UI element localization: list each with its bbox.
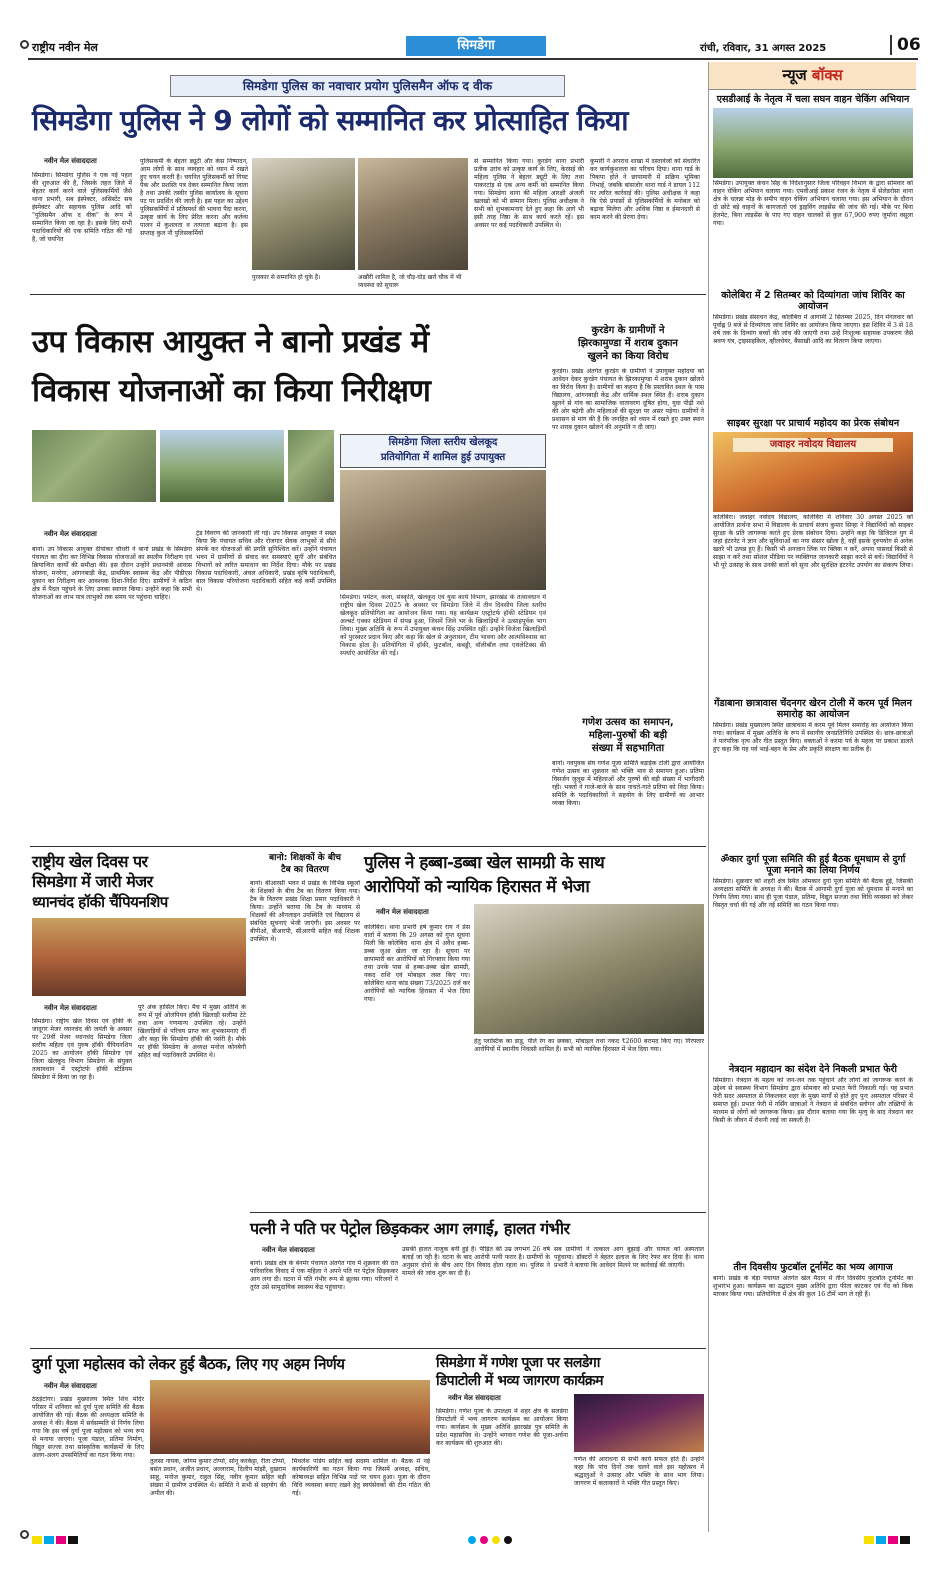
bano-photo-3	[288, 430, 334, 502]
sidebar-story-6	[713, 1064, 913, 1253]
sidebar-story-photo	[713, 108, 913, 178]
sidebar-story-headline: ॐकार दुर्गा पूजा समिति की हुई बैठक धूमधाम से दुर्गा पूजा मनाने का लिया निर्णय	[720, 854, 906, 876]
sidebar-story-3	[713, 418, 913, 674]
kurdeg-headline-line-3: खुलने का किया विरोध	[587, 351, 669, 362]
ganesh-women-headline	[552, 716, 704, 755]
petrol-byline: नवीन मेल संवाददाता	[262, 1246, 315, 1254]
color-swatch	[876, 1536, 886, 1544]
sidebar-story-headline: एसडीआई के नेतृत्व में चला सघन वाहन चेकिंग अभियान	[716, 94, 910, 105]
divider	[30, 846, 706, 847]
lead-headline: सिमडेगा पुलिस ने 9 लोगों को सम्मानित कर प्रोत्साहित किया	[32, 104, 628, 137]
lead-col-1: सिमडेगा। सिमडेगा पुलिस ने एक नई पहल की शुरुआत की है, जिसके तहत जिले में बेहतर कार्य करने वाले पुलिसकर्मियों जैसे थाना प्रभारी, सब इंस्पेक्टर, असिस्टेंट सब इंस्पेक्टर और सहायक पुलिस आदि को "पुलिसमैन ऑफ द वीक" के रूप में सम्मानित किया जा रहा है। इसके लिए सभी पदाधिकारियों की एक समिति गठित की गई है, जो चयनित	[32, 172, 132, 243]
color-swatch	[68, 1536, 78, 1544]
sidebar-story-body: बानो। प्रखंड के बेड़ा पंचायत अंतर्गत खेल मैदान में तीन दिवसीय फुटबॉल टूर्नामेंट का शुभारंभ हुआ। कार्यक्रम का उद्घाटन मुख्य अतिथि द्वारा फीता काटकर एवं गेंद को किक मारकर किया गया। प्रतियोगिता में क्षेत्र की कुल 16 टीमें भाग ले रही हैं।	[713, 1275, 913, 1298]
color-swatch	[468, 1536, 476, 1544]
section-label: सिमडेगा	[406, 36, 546, 56]
sidebar-title-part1: न्यूज	[782, 66, 807, 84]
lead-byline: नवीन मेल संवाददाता	[44, 157, 97, 165]
teachers-body: बानो। बीआरसी भवन में प्रखंड के विभिन्न स्कूलों के शिक्षकों के बीच टैब का वितरण किया गया। टैब के वितरण प्रखंड शिक्षा प्रसार पदाधिकारी ने किया। उन्होंने बताया कि टैब के माध्यम से शिक्षकों की ऑनलाइन उपस्थिति एवं विद्यालय से संबंधित सूचनाएं भेजी जाएंगी। इस अवसर पर बीपीओ, बीआरपी, सीआरपी सहित कई शिक्षक उपस्थित थे।	[250, 880, 360, 943]
sidebar-story-body: कोलेबिरा। जवाहर नवोदय विद्यालय, कोलेबिरा में शनिवार 30 अगस्त 2025 को आयोजित प्रार्थना सभा में विद्यालय के प्राचार्य संजय कुमार सिन्हा ने विद्यार्थियों को साइबर सुरक्षा के प्रति जागरूक करते हुए प्रेरक संबोधन दिया। उन्होंने कहा कि डिजिटल युग में जहां इंटरनेट ने ज्ञान और सुविधाओं का नया संसार खोला है, वहीं इसके दुरुपयोग से अनेक खतरे भी उत्पन्न हुए हैं। किसी भी अनजान लिंक पर क्लिक न करें, अपना पासवर्ड किसी से साझा न करें तथा सोशल मीडिया पर व्यक्तिगत जानकारी साझा करने से बचें। विद्यार्थियों ने भी पूरे उत्साह के साथ उनकी बातों को सुना और सुरक्षित इंटरनेट उपयोग का संकल्प लिया।	[713, 514, 913, 569]
bano-headline-line-1: उप विकास आयुक्त ने बानो प्रखंड में	[32, 324, 429, 360]
sidebar-story-4	[713, 698, 913, 844]
durga-col-3: मिथलेश पांडेय सहित कई सदस्य शामिल थे। बैठक में नई कार्यकारिणी का गठन किया गया जिसमें अध्यक्ष, सचिव, कोषाध्यक्ष सहित विभिन्न पदों पर चयन हुआ। पूजा के दौरान विधि व्यवस्था बनाए रखने हेतु स्वयंसेवकों की टीम गठित की गई।	[292, 1458, 430, 1497]
petrol-col-1: बानो। प्रखंड क्षेत्र के बेनमेर पंचायत अंतर्गत गांव में शुक्रवार की रात पारिवारिक विवाद में एक महिला ने अपने पति पर पेट्रोल छिड़ककर आग लगा दी। घटना में पति गंभीर रूप से झुलस गया। परिजनों ने तुरंत उसे सामुदायिक स्वास्थ्य केंद्र पहुंचाया।	[250, 1260, 398, 1291]
durga-col-2: तुलसा नायक, जोगम कुमार टोप्पो, सोनू करकेट्टा, रीता टोप्पो, बसंत प्रधान, अजीत प्रधान, अल्लाराम, दिलीप मांझी, दुखराम साहू, मनोज कुमार, राहुल सिंह, नवीन कुमार सहित बड़ी संख्या में ग्रामीण उपस्थित थे। समिति ने सभी से सहयोग की अपील की।	[150, 1458, 286, 1497]
hockey-col-2: पूरे अंक हासिल किए। मैच में मुख्य अतिथि के रूप में पूर्व ओलंपियन हॉकी खिलाड़ी सलीमा टेटे तथा अन्य गणमान्य उपस्थित रहे। उन्होंने खिलाड़ियों से परिचय प्राप्त कर शुभकामनाएं दीं और कहा कि सिमडेगा हॉकी की नर्सरी है। मौके पर हॉकी सिमडेगा के अध्यक्ष मनोज कोनबेगी सहित कई पदाधिकारी उपस्थित थे।	[138, 1004, 246, 1059]
sidebar-story-body: सिमडेगा। प्रखंड मुख्यालय स्थित छात्रावास में करम पूर्व मिलन समारोह का आयोजन किया गया। कार्यक्रम में मुख्य अतिथि के रूप में स्थानीय जनप्रतिनिधि उपस्थित थे। छात्र-छात्राओं ने पारंपरिक नृत्य और गीत प्रस्तुत किए। वक्ताओं ने करमा पर्व के महत्व पर प्रकाश डालते हुए कहा कि यह पर्व भाई-बहन के प्रेम और प्रकृति संरक्षण का प्रतीक है।	[713, 722, 913, 753]
page-number: 06	[890, 35, 921, 55]
jagran-byline: नवीन मेल संवाददाता	[448, 1394, 501, 1402]
lead-col-4: कुमारी ने अपराध शाखा में दस्तावेजों को संधारित कर कार्यकुशलता का परिचय दिया। थाना गार्ड के पिकपा होते ने छापामारी में सक्रिय भूमिका निभाई, जबकि बांसजोर थाना गार्ड ने डायल 112 पर त्वरित कार्रवाई की। पुलिस अधीक्षक ने कहा कि ऐसे प्रयासों से पुलिसकर्मियों के मनोबल को बढ़ावा मिलेगा और अधिक निष्ठा व ईमानदारी से काम करने की प्रेरणा देगा।	[590, 158, 700, 221]
lead-photo-1-caption: पुरस्कार से सम्मानित हो चुके हैं।	[252, 274, 321, 281]
hockey-headline	[32, 852, 246, 912]
sidebar-story-headline: गेंडाबाना छात्रावास चेंदनगर खेरन टोली में करम पूर्व मिलन समारोह का आयोजन	[714, 698, 912, 720]
bano-col-1: बानो। उप विकास आयुक्त दीपांकर चौधरी ने बानो प्रखंड के सिमडेगा पंचायत का दौरा कर विभिन्न विकास योजनाओं का स्थलीय निरीक्षण एवं क्रियान्वित कार्यों की समीक्षा की। इस दौरान उन्होंने प्रधानमंत्री आवास योजना, मनरेगा, आंगनबाड़ी केंद्र, प्राथमिक स्वास्थ्य केंद्र और पीडीएस दुकान का निरीक्षण कर आवश्यक दिशा-निर्देश दिए। ग्रामीणों ने कठिन क्षेत्र में पैदल पहुंचने के लिए उनका स्वागत किया। उन्होंने कहा कि सभी योजनाओं का लाभ पात्र लाभुकों तक समय पर पहुंचना चाहिए।	[32, 546, 192, 601]
teachers-headline	[250, 852, 360, 876]
kurdeg-headline-line-2: झिरकामुण्डा में शराब दुकान	[578, 338, 678, 349]
jagran-photo	[574, 1394, 704, 1452]
divider	[250, 1212, 706, 1213]
police-col-2: हेतु प्लास्टिक का डाडु, पीले रंग का छक्का, मोबाइल तथा नकद ₹2600 बरामद किए गए। गिरफ्तार आरोपियों में स्थानीय निवासी शामिल हैं। सभी को न्यायिक हिरासत में भेज दिया गया।	[474, 1038, 704, 1053]
petrol-headline: पत्नी ने पति पर पेट्रोल छिड़ककर आग लगाई, हालत गंभीर	[250, 1219, 570, 1238]
sidebar-story-7	[713, 1262, 913, 1515]
sidebar-story-headline: नेत्रदान महादान का संदेश देने निकली प्रभात फेरी	[729, 1064, 897, 1075]
lead-photo-2-caption: अखौरी शामिल हैं, जो चौड़-घोड़ खरों चौक में भी व्यवस्था को सुचारू	[358, 274, 462, 289]
durga-headline: दुर्गा पूजा महोत्सव को लेकर हुई बैठक, लिए गए अहम निर्णय	[32, 1355, 345, 1373]
ganesh-women-headline-line-1: गणेश उत्सव का समापन,	[582, 717, 674, 728]
color-swatch	[44, 1536, 54, 1544]
sidebar-story-headline: साइबर सुरक्षा पर प्राचार्य महोदय का प्रेरक संबोधन	[726, 418, 900, 429]
school-banner: जवाहर नवोदय विद्यालय	[733, 438, 893, 452]
lead-kicker: सिमडेगा पुलिस का नवाचार प्रयोग पुलिसमैन ऑफ द वीक	[242, 79, 493, 93]
lead-photo-1	[252, 158, 355, 270]
petrol-col-2: उसकी हालत नाजुक बनी हुई है। पीड़ित की उम्र लगभग 26 वर्ष बताई जा रही है। घटना के बाद आरोपी पत्नी फरार है। ग्रामीणों के अनुसार दोनों के बीच आए दिन विवाद होता रहता था। पुलिस ने मामले की जांच शुरू कर दी है।	[402, 1246, 550, 1277]
sidebar-story-1	[713, 94, 913, 268]
kurdeg-headline-line-1: कुरडेग के ग्रामीणों ने	[591, 325, 665, 336]
hockey-byline: नवीन मेल संवाददाता	[44, 1004, 97, 1012]
jagran-headline-line-2: डिपाटोली में भव्य जागरण कार्यक्रम	[436, 1373, 603, 1389]
sidebar-story-body: सिमडेगा। शुक्रवार को शहरी क्षेत्र स्थित ओमकार दुर्गा पूजा समिति की बैठक हुई, जिसकी अध्यक्षता समिति के अध्यक्ष ने की। बैठक में आगामी दुर्गा पूजा को धूमधाम से मनाने का निर्णय लिया गया। साथ ही पूजा पंडाल, प्रतिमा, विद्युत सज्जा तथा विधि व्यवस्था को लेकर विस्तृत चर्चा की गई और नई समिति का गठन किया गया।	[713, 878, 913, 909]
paper-name: राष्ट्रीय नवीन मेल	[32, 41, 98, 54]
bano-photo-1	[32, 430, 156, 502]
jagran-headline-line-1: सिमडेगा में गणेश पूजा पर सलडेगा	[436, 1355, 600, 1371]
color-swatch	[504, 1536, 512, 1544]
ganesh-women-headline-line-3: संख्या में सहभागिता	[591, 743, 665, 754]
ganesh-women-headline-line-2: महिला-पुरुषों की बड़ी	[588, 730, 668, 741]
sidebar-title-part2: बॉक्स	[811, 66, 843, 84]
sidebar-story-5	[713, 854, 913, 1054]
sidebar-title	[709, 62, 916, 90]
police-byline: नवीन मेल संवाददाता	[376, 908, 429, 916]
color-swatch	[888, 1536, 898, 1544]
sidebar-story-headline: तीन दिवसीय फुटबॉल टूर्नामेंट का भव्य आगाज	[733, 1262, 893, 1273]
sports-box-headline	[340, 434, 546, 468]
sidebar-story-headline: कोलेबिरा में 2 सितम्बर को दिव्यांगता जांच शिविर का आयोजन	[721, 290, 905, 312]
color-bar	[28, 1536, 918, 1544]
sidebar-story-body: सिमडेगा। नेत्रदान के महत्व को जन-जन तक पहुंचाने और लोगों को जागरूक करने के उद्देश्य से स्वास्थ्य विभाग सिमडेगा द्वारा सोमवार को प्रभात फेरी निकाली गई। यह प्रभात फेरी सदर अस्पताल से निकलकर शहर के मुख्य मार्गों से होते हुए पुनः अस्पताल परिसर में समाप्त हुई। प्रभात फेरी में नर्सिंग छात्राओं ने नेत्रदान से संबंधित स्लोगन और तख्तियों के माध्यम से लोगों को जागरूक किया। इस दौरान बताया गया कि मृत्यु के बाद नेत्रदान कर किसी के जीवन में रोशनी लाई जा सकती है।	[713, 1077, 913, 1124]
bano-headline-line-2: विकास योजनाओं का किया निरीक्षण	[32, 373, 431, 409]
jagran-headline	[436, 1354, 704, 1390]
sidebar-story-body: सिमडेगा। प्रखंड संसाधन केंद्र, कोलेबिरा में आगामी 2 सितम्बर 2025, दिन मंगलवार को पूर्वाह्न 9 बजे से दिव्यांगता जांच शिविर का आयोजन किया जाएगा। इस शिविर में 3 से 18 वर्ष तक के दिव्यांग बच्चों की जांच की जाएगी तथा उन्हें निःशुल्क सहायक उपकरण जैसे श्रवण यंत्र, ट्राइसाइकिल, व्हीलचेयर, बैसाखी आदि का वितरण किया जाएगा।	[713, 314, 913, 345]
masthead	[28, 34, 921, 60]
petrol-col-3: सब ग्रामीणों ने तत्काल आग बुझाई और घायल को अस्पताल पहुंचाया। डॉक्टरों ने बेहतर इलाज के लिए रेफर कर दिया है। थाना प्रभारी ने बताया कि आवेदन मिलने पर कार्रवाई की जाएगी।	[554, 1246, 704, 1269]
bano-col-2: ट्रेंड विवरण की जानकारी ली गई। उप विकास आयुक्त ने सख्त किया कि पंचायत सचिव और रोजगार सेवक लाभुकों से सीधे संपर्क कर योजनाओं की प्रगति सुनिश्चित करें। उन्होंने पंचायत भवन में ग्रामीणों से संवाद कर समस्याएं सुनीं और संबंधित विभागों को त्वरित समाधान का निर्देश दिया। मौके पर प्रखंड विकास पदाधिकारी, अंचल अधिकारी, प्रखंड कृषि पदाधिकारी, बाल विकास परियोजना पदाधिकारी सहित कई कर्मी उपस्थित थे।	[196, 530, 336, 593]
police-photo	[474, 904, 704, 1034]
color-swatch	[480, 1536, 488, 1544]
kurdeg-body: कुरडेग। प्रखंड अंतर्गत कुरडेग के ग्रामीणों ने उपायुक्त महोदया को आवेदन देकर कुरडेग पंचायत के झिरकामुण्डा में शराब दुकान खोलने का विरोध किया है। ग्रामीणों का कहना है कि प्रस्तावित स्थल के पास विद्यालय, आंगनबाड़ी केंद्र और धार्मिक स्थल स्थित हैं। शराब दुकान खुलने से गांव का सामाजिक वातावरण दूषित होगा, युवा पीढ़ी नशे की ओर बढ़ेगी और महिलाओं की सुरक्षा पर असर पड़ेगा। ग्रामीणों ने प्रशासन से मांग की है कि जनहित को ध्यान में रखते हुए उक्त स्थान पर शराब दुकान खोलने की अनुमति न दी जाए।	[552, 368, 704, 431]
durga-photo	[150, 1380, 430, 1454]
color-swatch	[32, 1536, 42, 1544]
durga-byline: नवीन मेल संवाददाता	[44, 1382, 97, 1390]
sidebar-story-body: सिमडेगा। उपायुक्त कंचन सिंह के निर्देशानुसार जिला परिवहन विभाग के द्वारा सोमवार को वाहन चेकिंग अभियान चलाया गया। एमवीआई प्रकाश रंजन के नेतृत्व में सेलेडरोसा थाना क्षेत्र के चलन्ना मोड़ के समीप वाहन चेकिंग अभियान चलाया गया। इस अभियान के दौरान दो छोटे बड़े वाहनों के कागजातों एवं ड्राइविंग लाइसेंस की जांच की गई। मौके पर बिना हेलमेट, बिना लाइसेंस के पाए गए वाहन चालकों से कुल 67,900 रुपए जुर्माना वसूला गया।	[713, 180, 913, 227]
durga-col-1: ठेठईटांगर। प्रखंड मुख्यालय स्थित शिव मंदिर परिसर में शनिवार को दुर्गा पूजा समिति की बैठक आयोजित की गई। बैठक की अध्यक्षता समिति के अध्यक्ष ने की। बैठक में सर्वसम्मति से निर्णय लिया गया कि इस वर्ष दुर्गा पूजा महोत्सव को भव्य रूप से मनाया जाएगा। पूजा पंडाल, प्रतिमा निर्माण, विद्युत सज्जा तथा सांस्कृतिक कार्यक्रमों के लिए अलग-अलग उपसमितियों का गठन किया गया।	[32, 1396, 144, 1459]
hockey-headline-line-3: ध्यानचंद हॉकी चैंपियनशिप	[32, 893, 168, 911]
hockey-col-1: सिमडेगा। राष्ट्रीय खेल दिवस एवं हॉकी के जादूगर मेजर ध्यानचंद की जयंती के अवसर पर 29वीं मेजर ध्यानचंद सिमडेगा जिला स्तरीय महिला एवं पुरुष हॉकी चैंपियनशिप 2025 का आयोजन हॉकी सिमडेगा एवं जिला खेलकूद विभाग सिमडेगा के संयुक्त तत्वावधान में एस्ट्रोटर्फ हॉकी स्टेडियम सिमडेगा में किया जा रहा है।	[32, 1018, 132, 1081]
bano-photo-2	[160, 430, 284, 502]
sports-box-headline-line-1: सिमडेगा जिला स्तरीय खेलकूद	[388, 437, 498, 448]
divider	[30, 294, 706, 295]
sports-box-headline-line-2: प्रतियोगिता में शामिल हुई उपायुक्त	[380, 452, 506, 463]
sidebar	[708, 62, 916, 1532]
jagran-col-1: सिमडेगा। गणेश पूजा के उपलक्ष्य में शहर क्षेत्र के सलडेगा डिपाटोली में भव्य जागरण कार्यक्रम का आयोजन किया गया। कार्यक्रम के मुख्य अतिथि झारखंड पुत्र समिति के प्रदेश महासचिव थे। उन्होंने भगवान गणेश की पूजा-अर्चना कर कार्यक्रम की शुरुआत की।	[436, 1408, 568, 1447]
hockey-headline-line-2: सिमडेगा में जारी मेजर	[32, 872, 153, 891]
police-headline-line-2: आरोपियों को न्यायिक हिरासत में भेजा	[364, 877, 590, 897]
registration-mark	[20, 40, 29, 49]
bano-byline: नवीन मेल संवाददाता	[44, 530, 97, 538]
dateline: रांची, रविवार, 31 अगस्त 2025	[700, 43, 827, 54]
hockey-photo	[32, 918, 246, 996]
sports-body: सिमडेगा। पर्यटन, कला, संस्कृति, खेलकूद एवं युवा कार्य विभाग, झारखंड के तत्वावधान में राष्ट्रीय खेल दिवस 2025 के अवसर पर सिमडेगा जिले में तीन दिवसीय जिला स्तरीय खेलकूद प्रतियोगिता का आयोजन किया गया। यह कार्यक्रम एस्ट्रोटर्फ हॉकी स्टेडियम एवं अल्बर्ट एक्का स्टेडियम में संपन्न हुआ, जिसमें जिले भर के खिलाड़ियों ने उत्साहपूर्वक भाग लिया। मुख्य अतिथि के रूप में उपायुक्त कंचन सिंह उपस्थित रहीं। उन्होंने विजेता खिलाड़ियों को पुरस्कार प्रदान किए और कहा कि खेल से अनुशासन, टीम भावना और आत्मविश्वास का विकास होता है। प्रतियोगिता में हॉकी, फुटबॉल, कबड्डी, वॉलीबॉल तथा एथलेटिक्स की स्पर्धाएं आयोजित की गईं।	[340, 594, 546, 657]
kurdeg-headline	[552, 324, 704, 363]
ganesh-women-body: बानो। नवयुवक संघ गणेश पूजा समिति बड़ाईक टोली द्वारा आयोजित गणेश उत्सव का शुक्रवार को भक्ति भाव से समापन हुआ। प्रतिमा विसर्जन जुलूस में महिलाओं और पुरुषों की बड़ी संख्या में भागीदारी रही। भक्तों ने गाजे-बाजे के साथ नाचते-गाते प्रतिमा को विदा किया। समिति के पदाधिकारियों ने सहयोग के लिए ग्रामीणों का आभार व्यक्त किया।	[552, 760, 704, 807]
teachers-headline-line-1: बानो: शिक्षकों के बीच	[268, 853, 342, 863]
divider	[30, 1348, 706, 1349]
jagran-col-2: गणेश की आराधना से सभी कार्य सफल होते हैं। उन्होंने कहा कि पांच दिनों तक चलने वाले इस महोत्सव में श्रद्धालुओं ने उत्साह और भक्ति के साथ भाग लिया। जागरण में कलाकारों ने भक्ति गीत प्रस्तुत किए।	[574, 1456, 704, 1487]
color-swatch	[56, 1536, 66, 1544]
lead-photo-2	[358, 158, 468, 270]
sports-photo	[340, 470, 546, 590]
school-photo	[713, 432, 913, 512]
hockey-headline-line-1: राष्ट्रीय खेल दिवस पर	[32, 852, 148, 871]
lead-kicker-box	[170, 75, 565, 97]
police-headline-line-1: पुलिस ने हब्बा-डब्बा खेल सामग्री के साथ	[364, 853, 605, 873]
color-swatch	[864, 1536, 874, 1544]
police-body: कोलेबिरा। थाना प्रभारी हर्ष कुमार राय ने प्रेस वार्ता में बताया कि 29 अगस्त को गुप्त सूचना मिली कि कोलेबिरा थाना क्षेत्र में अवैध हब्बा-डब्बा जुआ खेला जा रहा है। सूचना पर छापामारी कर आरोपियों को गिरफ्तार किया गया तथा उनके पास से हब्बा-डब्बा खेल सामग्री, नकद राशि एवं मोबाइल जब्त किए गए। कोलेबिरा थाना कांड संख्या 73/2025 दर्ज कर आरोपियों को न्यायिक हिरासत में भेज दिया गया।	[364, 924, 470, 1003]
color-swatch	[492, 1536, 500, 1544]
lead-col-2: पुलिसकर्मी के बेहतर ड्यूटी और केस निष्पादन, आम लोगों के साथ व्यवहार को ध्यान में रखते हुए चयन करती है। चयनित पुलिसकर्मी को गिफ्ट पैक और प्रशस्ति पत्र देकर सम्मानित किया जाता है तथा उनकी तस्वीर पुलिस कार्यालय के सूचना पट पर प्रदर्शित की जाती है। इस पहल का उद्देश्य पुलिसकर्मियों में प्रतिस्पर्धा की भावना पैदा करना, उत्कृष्ट कार्य के लिए प्रेरित करना और कर्तव्य पालन में कुशलता व तत्परता बढ़ाना है। इस सप्ताह कुल नौ पुलिसकर्मियों	[140, 158, 248, 237]
sidebar-story-2	[713, 290, 913, 410]
color-swatch	[900, 1536, 910, 1544]
lead-col-3: से सम्मानित किया गया। कुरडेग थाना प्रभारी प्रतीक उरांव को उत्कृष्ट कार्य के लिए, केरसई की महिला पुलिस ने बेहतर ड्यूटी के लिए तथा पाकरटांड़ से एक अन्य कर्मी को सम्मानित किया गया। सिमडेगा थाना की महिला आरक्षी अंजली खलखो को भी सम्मान मिला। पुलिस अधीक्षक ने सभी को शुभकामनाएं देते हुए कहा कि आगे भी इसी तरह निष्ठा के साथ कार्य करते रहें। इस अवसर पर कई पदाधिकारी उपस्थित थे।	[474, 158, 584, 229]
teachers-headline-line-2: टैब का वितरण	[281, 865, 329, 875]
